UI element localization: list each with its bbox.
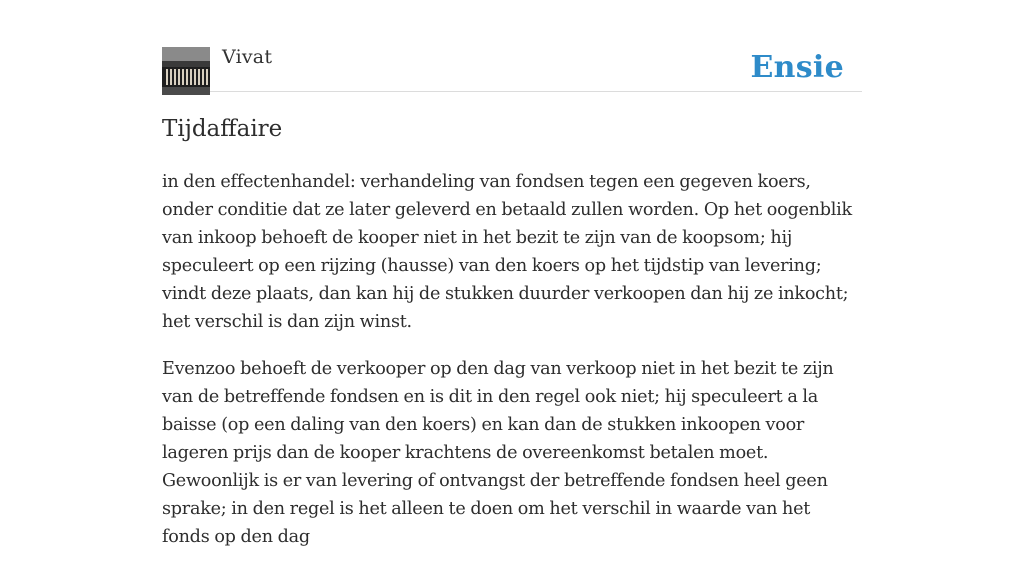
article-title: Tijdaffaire xyxy=(162,116,283,142)
author-avatar[interactable] xyxy=(162,47,210,95)
article-paragraph: in den effectenhandel: verhandeling van fondsen tegen een gegeven koers, onder conditie dat ze later geleverd en betaald zullen worden. Op het oogenblik van inkoop behoeft de kooper niet in het bezit te zijn van de koopsom; hij speculeert op een rijzing (hausse) van den koers op het tijdstip van levering; vindt deze plaats, dan kan hij de stukken duurder verkoopen dan hij ze inkocht; het verschil is dan zijn winst. xyxy=(162,172,852,332)
header xyxy=(162,0,862,92)
typewriter-avatar-icon xyxy=(162,47,210,95)
article-paragraph: Evenzoo behoeft de verkooper op den dag van verkoop niet in het bezit te zijn van de betreffende fondsen en is dit in den regel ook niet; hij speculeert a la baisse (op een daling van den koers) en kan dan de stukken inkoopen voor lageren prijs dan de kooper krachtens de overeenkomst betalen moet. Gewoonlijk is er van levering of ontvangst der betreffende fondsen heel geen sprake; in den regel is het alleen te doen om het verschil in waarde van het fonds op den dag xyxy=(162,359,834,547)
brand-logo[interactable]: Ensie xyxy=(750,50,844,85)
page xyxy=(162,0,862,547)
article-body xyxy=(162,168,862,570)
author-name[interactable]: Vivat xyxy=(222,46,273,68)
